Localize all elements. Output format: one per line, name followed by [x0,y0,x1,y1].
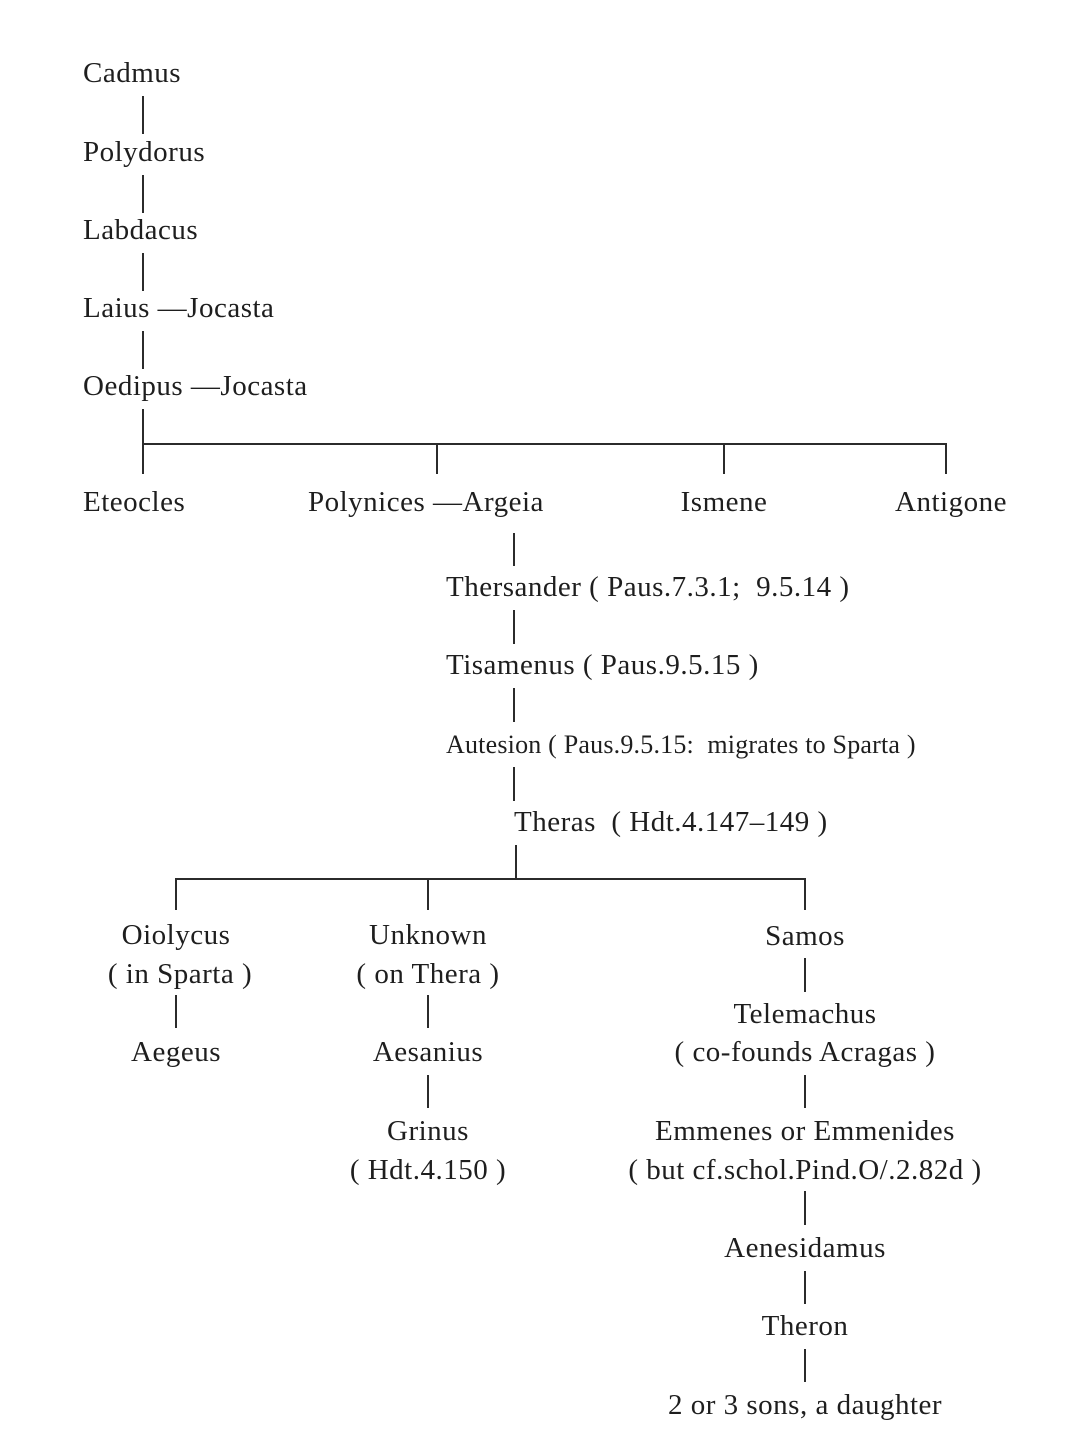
connector-samos-telemachus [804,958,806,992]
tick-samos [804,878,806,910]
node-cadmus: Cadmus [83,57,182,89]
node-ismene: Ismene [680,486,768,518]
node-emmenes: Emmenes or Emmenides [655,1115,955,1147]
node-labdacus: Labdacus [83,214,199,246]
tick-polynices [436,443,438,474]
rail-theras-children [175,878,806,880]
node-thersander: Thersander ( Paus.7.3.1; 9.5.14 ) [446,571,850,603]
connector-thersander-tisamenus [513,610,515,644]
connector-autesion-theras [513,767,515,801]
node-samos: Samos [765,920,845,952]
node-theras: Theras ( Hdt.4.147–149 ) [514,806,828,838]
tick-eteocles [142,443,144,474]
node-autesion: Autesion ( Paus.9.5.15: migrates to Sparta ) [446,730,916,759]
node-grinus: Grinus [387,1115,469,1147]
node-descendants: 2 or 3 sons, a daughter [667,1389,943,1421]
connector-theron-descendants [804,1349,806,1382]
node-aenesidamus: Aenesidamus [724,1232,886,1264]
connector-aesanius-grinus [427,1075,429,1108]
tick-ismene [723,443,725,474]
rail-oedipus-children [142,443,947,445]
connector-polydorus-labdacus [142,175,144,213]
node-eteocles: Eteocles [83,486,186,518]
node-theron: Theron [761,1310,849,1342]
node-aegeus: Aegeus [131,1036,221,1068]
tick-unknown [427,878,429,910]
node-oiolycus-note: ( in Sparta ) [107,958,253,990]
node-polydorus: Polydorus [83,136,206,168]
node-unknown-note: ( on Thera ) [356,958,500,990]
tick-oiolycus [175,878,177,910]
connector-labdacus-laius [142,253,144,291]
node-tisamenus: Tisamenus ( Paus.9.5.15 ) [446,649,759,681]
node-grinus-note: ( Hdt.4.150 ) [349,1154,507,1186]
node-aesanius: Aesanius [372,1036,484,1068]
node-telemachus-note: ( co-founds Acragas ) [674,1036,936,1068]
connector-laius-oedipus [142,331,144,369]
node-oiolycus: Oiolycus [121,919,231,951]
connector-oiolycus-aegeus [175,995,177,1028]
connector-aenesidamus-theron [804,1271,806,1304]
node-unknown: Unknown [369,919,487,951]
connector-argeia-thersander [513,533,515,566]
connector-theras-children [515,845,517,878]
node-antigone: Antigone [895,486,1007,518]
node-oedipus-jocasta: Oedipus —Jocasta [83,370,308,402]
connector-cadmus-polydorus [142,96,144,134]
node-emmenes-note: ( but cf.schol.Pind.O/.2.82d ) [628,1154,982,1186]
connector-tisamenus-autesion [513,688,515,722]
node-telemachus: Telemachus [733,998,877,1030]
connector-oedipus-children [142,409,144,443]
connector-unknown-aesanius [427,995,429,1028]
tick-antigone [945,443,947,474]
connector-telemachus-emmenes [804,1075,806,1108]
node-polynices-argeia: Polynices —Argeia [308,486,544,518]
connector-emmenes-aenesidamus [804,1191,806,1225]
node-laius-jocasta: Laius —Jocasta [83,292,275,324]
